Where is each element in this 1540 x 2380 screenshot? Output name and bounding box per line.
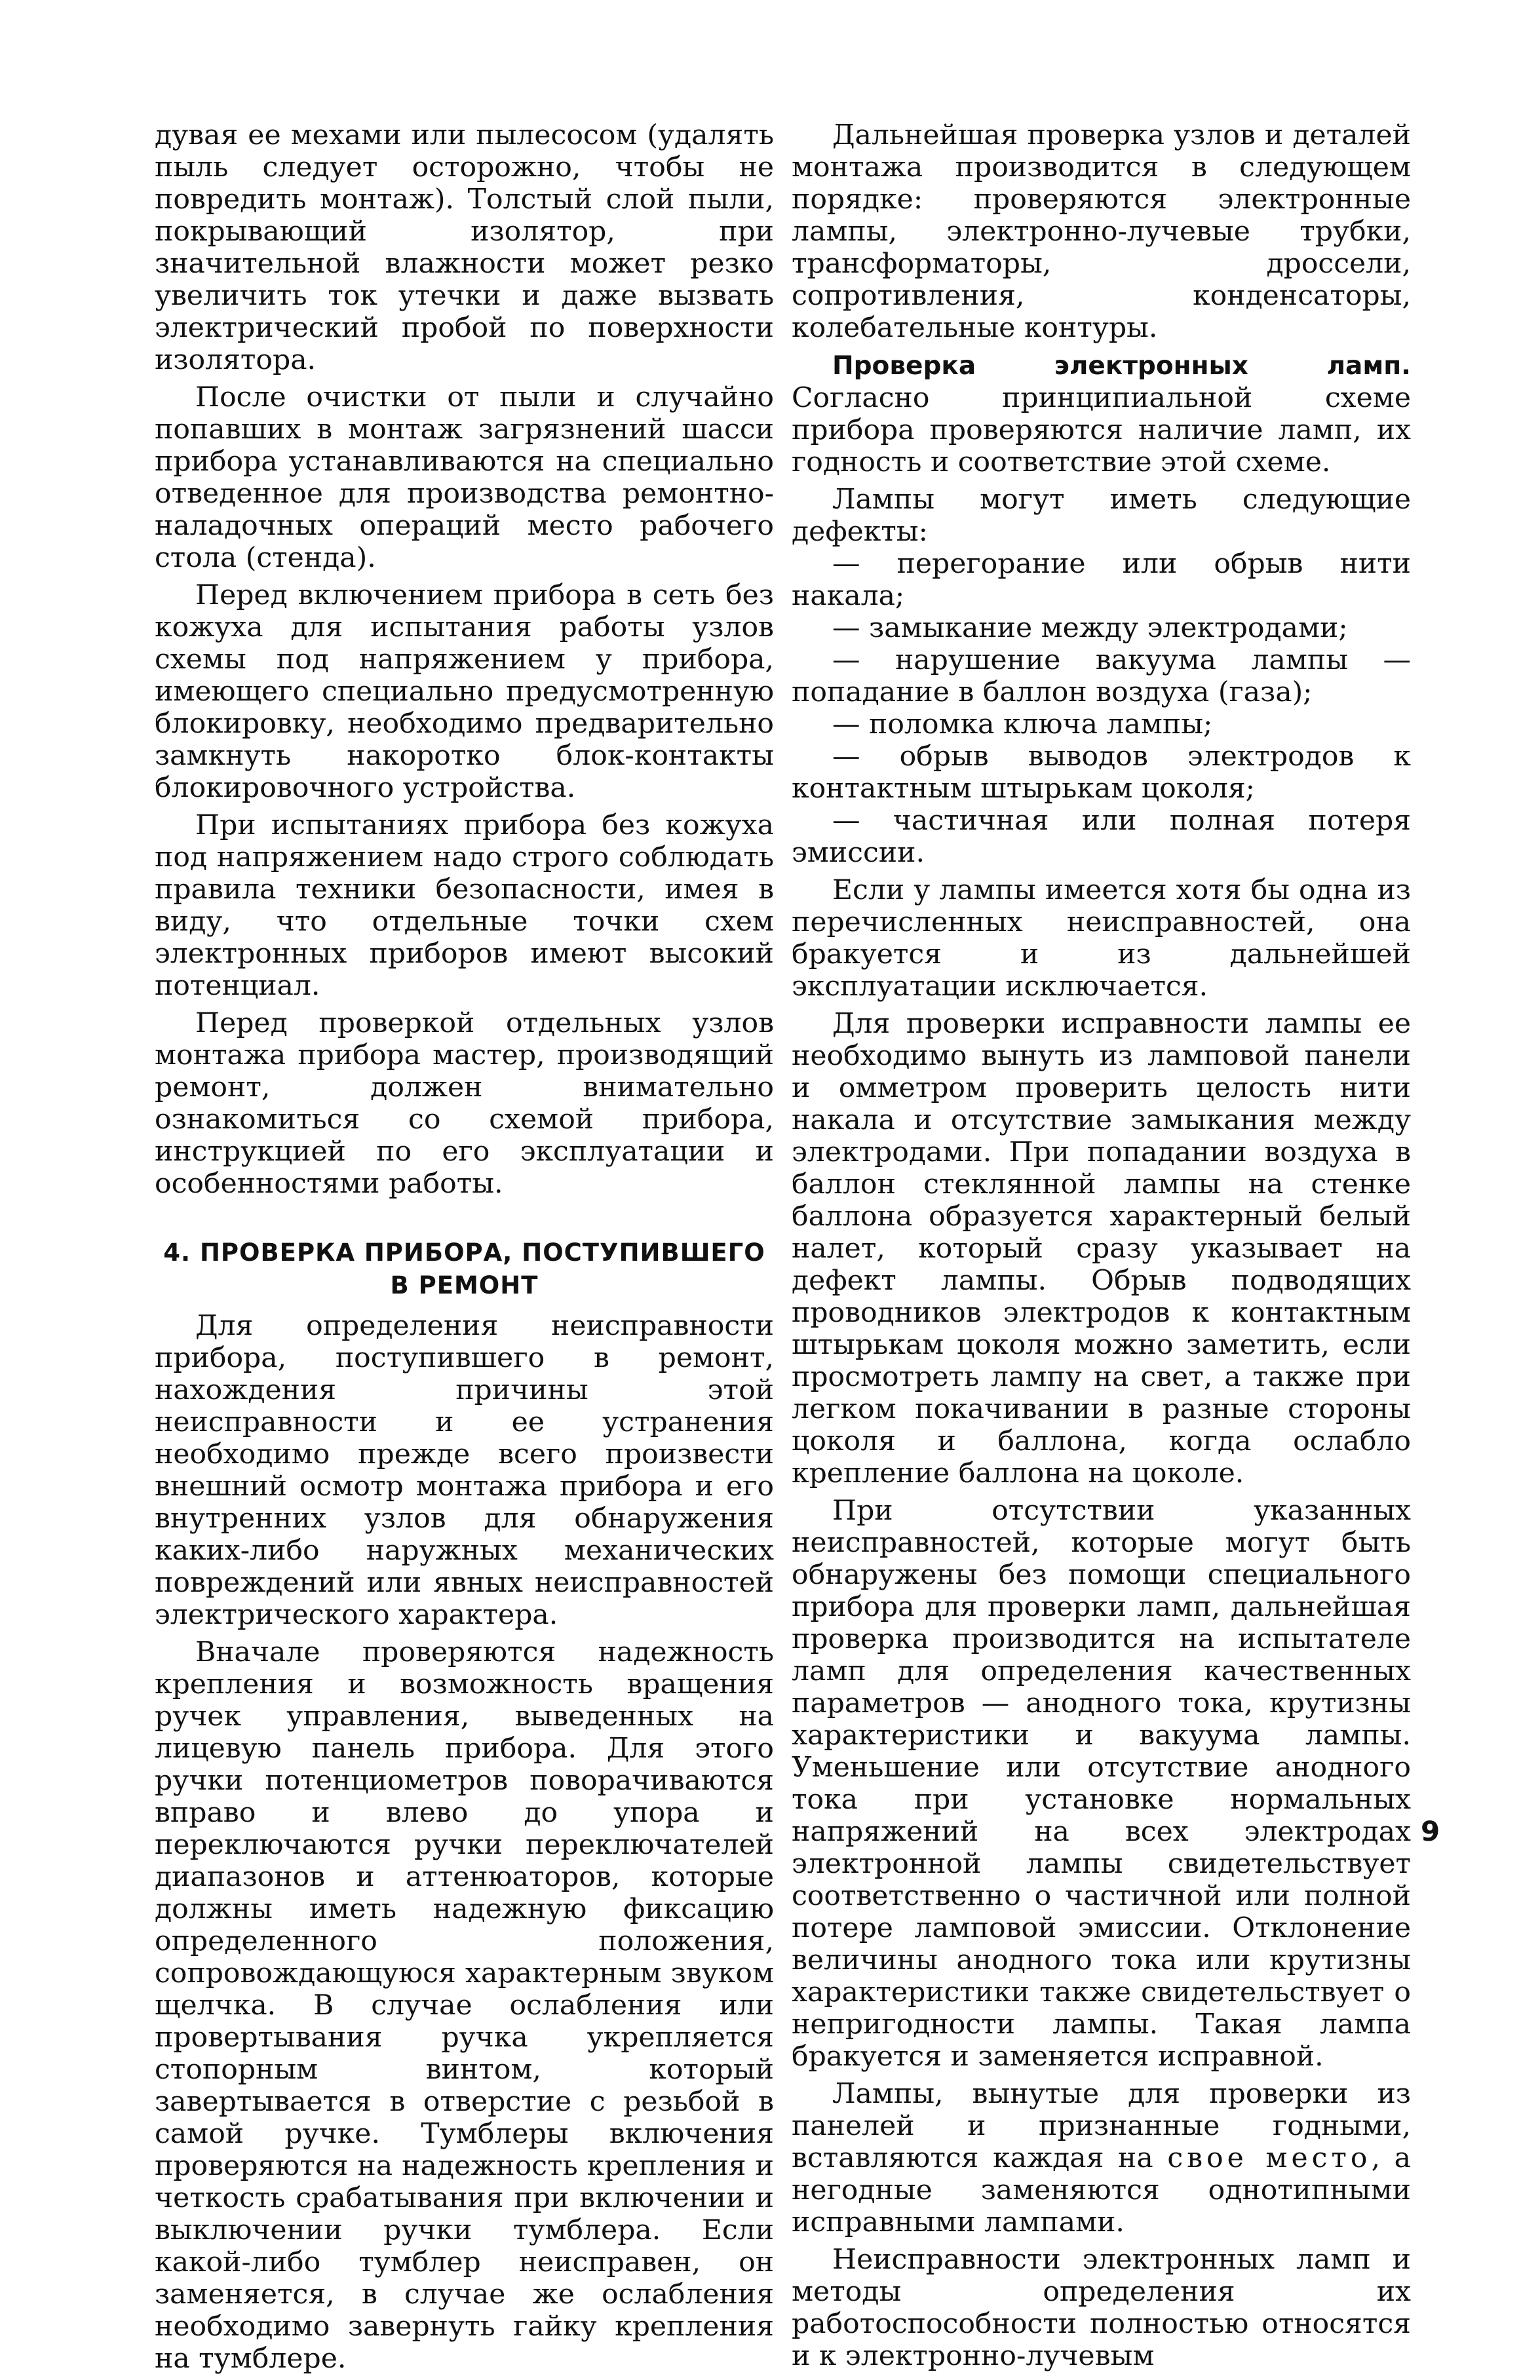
paragraph: Дальнейшая проверка узлов и деталей монтажа производится в следующем порядке: проверяются электронные лампы, электронно-лучевые трубки, трансформаторы, дроссели, сопротивления, конденсаторы, колебательные контуры.	[792, 119, 1411, 344]
paragraph: Неисправности электронных ламп и методы определения их работоспособности полностью относятся и к электронно-лучевым	[792, 2244, 1411, 2372]
page-number: 9	[1421, 1815, 1440, 1847]
paragraph: Перед включением прибора в сеть без кожуха для испытания работы узлов схемы под напряжением у прибора, имеющего специально предусмотренную блокировку, необходимо предварительно замкнуть накоротко блок-контакты блокировочного устройства.	[155, 579, 774, 804]
paragraph	[792, 349, 1411, 478]
list-item: — поломка ключа лампы;	[832, 708, 1213, 740]
list-item: — нарушение вакуума лампы — попадание в баллон воздуха (газа);	[792, 644, 1411, 708]
paragraph: Для определения неисправности прибора, поступившего в ремонт, нахождения причины этой неисправности и ее устранения необходимо прежде всего произвести внешний осмотр монтажа прибора и его внутренних узлов для обнаружения каких-либо наружных механических повреждений или явных неисправностей электрического характера.	[155, 1310, 774, 1631]
paragraph: Лампы могут иметь следующие дефекты:	[792, 484, 1411, 548]
paragraph-text: , а негодные заменяются однотипными исправными лампами.	[792, 2142, 1412, 2238]
left-column	[155, 119, 774, 2380]
paragraph-text: Лампы, вынутые для проверки из панелей и признанные годными, вставляются каждая на	[792, 2078, 1411, 2174]
paragraph: При испытаниях прибора без кожуха под напряжением надо строго соблюдать правила техники безопасности, имея в виду, что отдельные точки схем электронных приборов имеют высокий потенциал.	[155, 809, 774, 1002]
paragraph: При отсутствии указанных неисправностей, которые могут быть обнаружены без помощи специального прибора для проверки ламп, дальнейшая проверка производится на испытателе ламп для определения качественных параметров — анодного тока, крутизны характеристики и вакуума лампы. Уменьшение или отсутствие анодного тока при установке нормальных напряжений на всех электродах электронной лампы свидетельствует соответственно о частичной или полной потере ламповой эмиссии. Отклонение величины анодного тока или крутизны характеристики также свидетельствует о непригодности лампы. Такая лампа бракуется и заменяется исправной.	[792, 1495, 1411, 2073]
spaced-text: свое место	[1167, 2142, 1372, 2174]
right-column	[792, 119, 1411, 2377]
list-item: — обрыв выводов электродов к контактным штырькам цоколя;	[792, 740, 1411, 805]
section-heading	[155, 1237, 774, 1302]
paragraph: Перед проверкой отдельных узлов монтажа прибора мастер, производящий ремонт, должен внимательно ознакомиться со схемой прибора, инструкцией по его эксплуатации и особенностями работы.	[155, 1007, 774, 1200]
paragraph: дувая ее мехами или пылесосом (удалять пыль следует осторожно, чтобы не повредить монтаж). Толстый слой пыли, покрывающий изолятор, при значительной влажности может резко увеличить ток утечки и даже вызвать электрический пробой по поверхности изолятора.	[155, 119, 774, 376]
paragraph: После очистки от пыли и случайно попавших в монтаж загрязнений шасси прибора устанавливаются на специально отведенное для производства ремонтно-наладочных операций место рабочего стола (стенда).	[155, 381, 774, 574]
list-item: — замыкание между электродами;	[832, 612, 1348, 644]
runin-heading: Проверка электронных ламп.	[832, 351, 1411, 381]
paragraph: Вначале проверяются надежность крепления и возможность вращения ручек управления, выведенных на лицевую панель прибора. Для этого ручки потенциометров поворачиваются вправо и влево до упора и переключаются ручки переключателей диапазонов и аттенюаторов, которые должны иметь надежную фиксацию определенного положения, сопровождающуюся характерным звуком щелчка. В случае ослабления или провертывания ручка укрепляется стопорным винтом, который завертывается в отверстие с резьбой в самой ручке. Тумблеры включения проверяются на надежность крепления и четкость срабатывания при включении и выключении ручки тумблера. Если какой-либо тумблер неисправен, он заменяется, в случае же ослабления необходимо завернуть гайку крепления на тумблере.	[155, 1636, 774, 2375]
list-item: — перегорание или обрыв нити накала;	[792, 548, 1411, 612]
section-heading-line2: В РЕМОНТ	[390, 1271, 539, 1299]
list-item: — частичная или полная потеря эмиссии.	[792, 805, 1411, 869]
section-heading-line1: 4. ПРОВЕРКА ПРИБОРА, ПОСТУПИВШЕГО	[163, 1238, 765, 1267]
paragraph: Для проверки исправности лампы ее необходимо вынуть из ламповой панели и омметром проверить целость нити накала и отсутствие замыкания между электродами. При попадании воздуха в баллон стеклянной лампы на стенке баллона образуется характерный белый налет, который сразу указывает на дефект лампы. Обрыв подводящих проводников электродов к контактным штырькам цоколя можно заметить, если просмотреть лампу на свет, а также при легком покачивании в разные стороны цоколя и баллона, когда ослабло крепление баллона на цоколе.	[792, 1008, 1411, 1489]
paragraph	[792, 2078, 1411, 2238]
paragraph: Если у лампы имеется хотя бы одна из перечисленных неисправностей, она бракуется и из дальнейшей эксплуатации исключается.	[792, 874, 1411, 1003]
paragraph-text: Согласно принципиальной схеме прибора проверяются наличие ламп, их годность и соответствие этой схеме.	[792, 382, 1411, 478]
